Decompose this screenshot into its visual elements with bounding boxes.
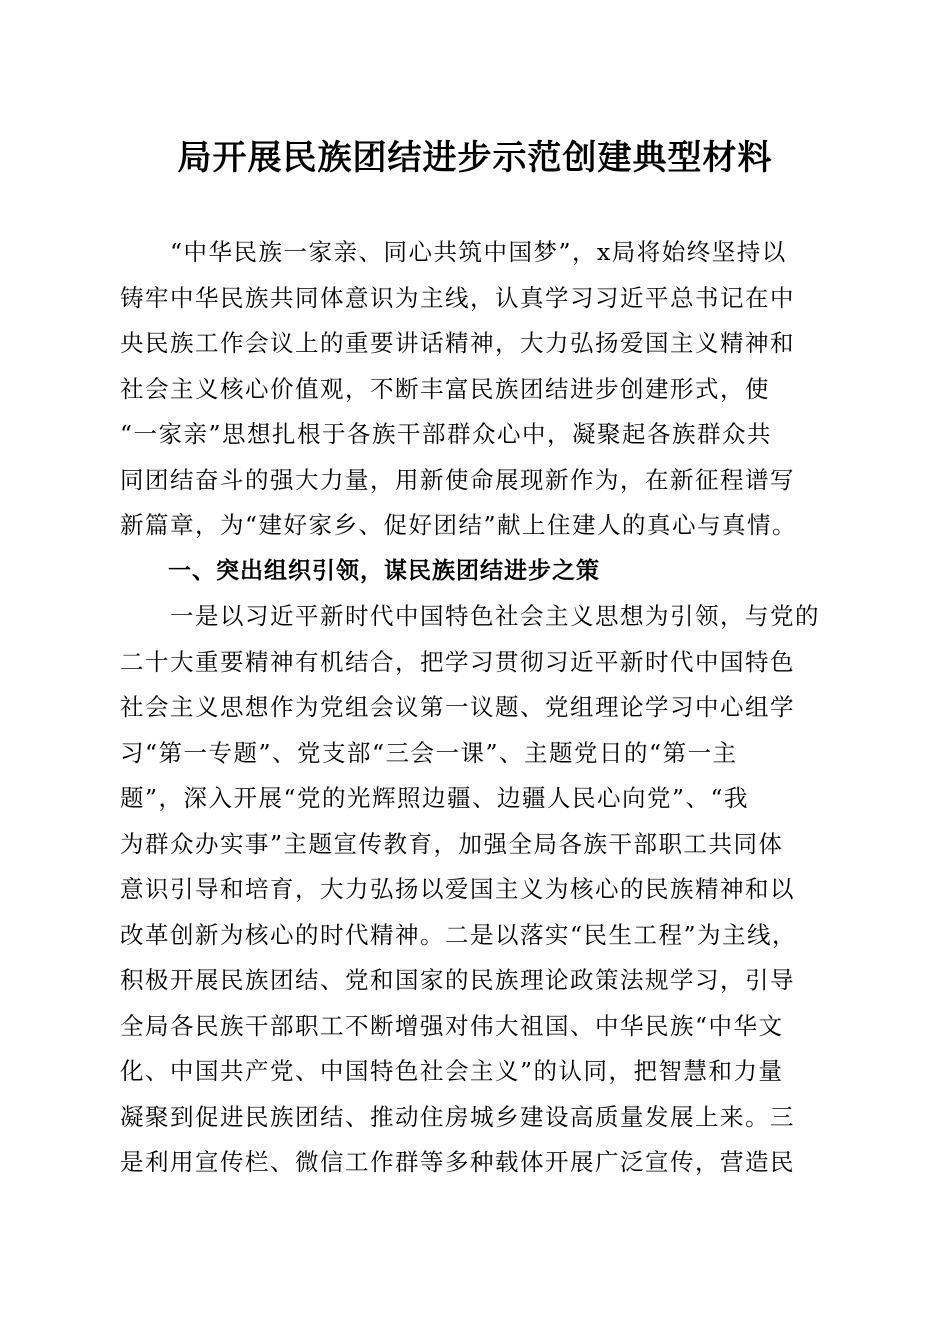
- body-line: 化、中国共产党、中国特色社会主义”的认同，把智慧和力量: [120, 1057, 784, 1085]
- body-line: 同团结奋斗的强大力量，用新使命展现新作为，在新征程谱写: [120, 465, 795, 494]
- body-line: “中华民族一家亲、同心共筑中国梦”，x局将始终坚持以: [120, 238, 787, 266]
- body-line: 积极开展民族团结、党和国家的民族理论政策法规学习，引导: [120, 966, 795, 994]
- body-line: 是利用宣传栏、微信工作群等多种载体开展广泛宣传，营造民: [120, 1148, 795, 1176]
- body-line: 社会主义核心价值观，不断丰富民族团结进步创建形式，使: [120, 374, 770, 403]
- body-line: 铸牢中华民族共同体意识为主线，认真学习习近平总书记在中: [120, 283, 795, 312]
- body-line: 全局各民族干部职工不断增强对伟大祖国、中华民族“中华文: [120, 1011, 784, 1040]
- body-line: “一家亲”思想扎根于各族干部群众心中，凝聚起各族群众共: [120, 420, 773, 448]
- body-line: 社会主义思想作为党组会议第一议题、党组理论学习中心组学: [120, 693, 795, 721]
- body-line: 凝聚到促进民族团结、推动住房城乡建设高质量发展上来。三: [120, 1102, 795, 1131]
- document-title: 局开展民族团结进步示范创建典型材料: [177, 138, 773, 178]
- document-body: [120, 230, 832, 1186]
- body-line: 习“第一专题”、党支部“三会一课”、主题党日的“第一主: [120, 738, 738, 767]
- body-line: 为群众办实事”主题宣传教育，加强全局各族干部职工共同体: [120, 829, 784, 858]
- body-line: 央民族工作会议上的重要讲话精神，大力弘扬爱国主义精神和: [120, 329, 795, 357]
- section-heading: 一、突出组织引领，谋民族团结进步之策: [120, 557, 600, 584]
- body-line: 题”，深入开展“党的光辉照边疆、边疆人民心向党”、“我: [120, 784, 750, 812]
- body-line: 意识引导和培育，大力弘扬以爱国主义为核心的民族精神和以: [120, 875, 795, 903]
- body-line: 改革创新为核心的时代精神。二是以落实“民生工程”为主线，: [120, 920, 798, 949]
- body-line: 新篇章，为“建好家乡、促好团结”献上住建人的真心与真情。: [120, 511, 798, 539]
- body-line: 一是以习近平新时代中国特色社会主义思想为引领，与党的: [120, 602, 820, 630]
- body-line: 二十大重要精神有机结合，把学习贯彻习近平新时代中国特色: [120, 647, 795, 676]
